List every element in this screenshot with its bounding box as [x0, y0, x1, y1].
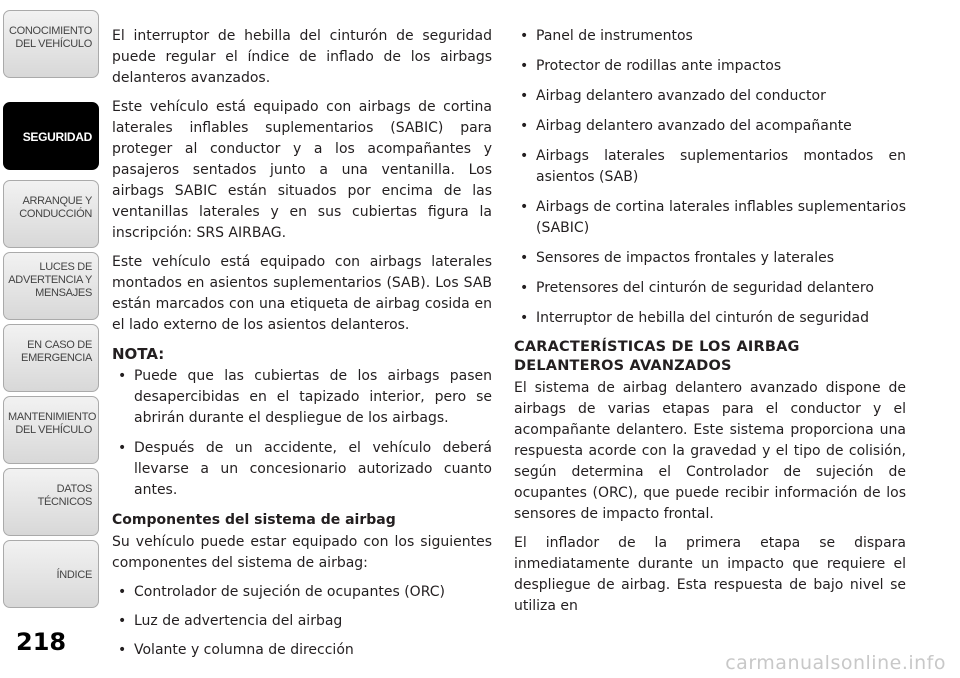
page-number: 218: [16, 628, 67, 656]
tab-label-line: SEGURIDAD: [22, 130, 92, 144]
list-item: • Sensores de impactos frontales y laterales: [514, 248, 906, 269]
list-item: • Airbags de cortina laterales inflables suplementarios (SABIC): [514, 197, 906, 239]
nota-heading: NOTA:: [112, 345, 165, 363]
tab-label-line: DATOS: [56, 483, 92, 495]
list-item: • Después de un accidente, el vehículo deberá llevarse a un concesionario autorizado cuanto antes.: [112, 438, 492, 501]
list-item: • Pretensores del cinturón de seguridad delantero: [514, 278, 906, 299]
list-item: • Controlador de sujeción de ocupantes (ORC): [112, 582, 492, 603]
paragraph: El inflador de la primera etapa se dispara inmediatamente durante un impacto que requiere el despliegue de airbag. Esta respuesta de bajo nivel se utiliza en: [514, 535, 906, 614]
components-list: [112, 582, 492, 661]
list-item: • Panel de instrumentos: [514, 26, 906, 47]
tab-label-line: ÍNDICE: [56, 569, 92, 581]
tab-label-line: EMERGENCIA: [21, 352, 92, 364]
paragraph: Este vehículo está equipado con airbags de cortina laterales inflables suplementarios (SABIC) para proteger al conductor y a los acompañantes y pasajeros sentados junto a una ventanilla. Los airbags SABIC están situados por encima de las ventanillas laterales y en sus cubiertas figura la inscripción: SRS AIRBAG.: [112, 99, 492, 241]
list-item: • Puede que las cubiertas de los airbags pasen desapercibidas en el tapizado interior, pero se abrirán durante el despliegue de los airbags.: [112, 366, 492, 429]
tab-label-line: EN CASO DE: [27, 339, 92, 351]
tab-label-line: ADVERTENCIA Y: [8, 274, 92, 286]
tab-label-line: DEL VEHÍCULO: [15, 38, 92, 50]
left-column: [112, 26, 492, 669]
section-heading: Componentes del sistema de airbag: [112, 512, 396, 528]
tab-label-line: MENSAJES: [35, 287, 92, 299]
list-item: • Interruptor de hebilla del cinturón de seguridad: [514, 308, 906, 329]
list-item: • Airbag delantero avanzado del acompañante: [514, 116, 906, 137]
tab-conocimiento-del-vehiculo[interactable]: [3, 10, 99, 78]
tab-label-line: CONDUCCIÓN: [19, 208, 92, 220]
list-item: • Volante y columna de dirección: [112, 640, 492, 661]
paragraph: El interruptor de hebilla del cinturón de seguridad puede regular el índice de inflado de los airbags delanteros avanzados.: [112, 28, 492, 86]
list-item: • Protector de rodillas ante impactos: [514, 56, 906, 77]
tab-label-line: TÉCNICOS: [37, 496, 92, 508]
list-item: • Airbags laterales suplementarios montados en asientos (SAB): [514, 146, 906, 188]
tab-label-line: CONOCIMIENTO: [9, 25, 92, 37]
list-item: • Airbag delantero avanzado del conductor: [514, 86, 906, 107]
tab-mantenimiento-del-vehiculo[interactable]: [3, 396, 99, 464]
tab-label-line: ARRANQUE Y: [22, 195, 92, 207]
section-heading: CARACTERÍSTICAS DE LOS AIRBAG DELANTEROS AVANZADOS: [514, 339, 800, 374]
watermark: carmanualsonline.info: [725, 652, 946, 674]
paragraph: El sistema de airbag delantero avanzado dispone de airbags de varias etapas para el conductor y el acompañante delantero. Este sistema proporciona una respuesta acorde con la gravedad y el tipo de colisión, según determina el Controlador de sujeción de ocupantes (ORC), que puede recibir información de los sensores de impacto frontal.: [514, 380, 906, 522]
tab-arranque-y-conduccion[interactable]: [3, 180, 99, 248]
tab-indice[interactable]: [3, 540, 99, 608]
paragraph: Su vehículo puede estar equipado con los siguientes componentes del sistema de airbag:: [112, 534, 492, 571]
tab-label-line: LUCES DE: [39, 261, 92, 273]
tab-label-line: MANTENIMIENTO: [8, 411, 97, 423]
list-item: • Luz de advertencia del airbag: [112, 611, 492, 632]
right-column: [514, 26, 906, 625]
nota-list: [112, 366, 492, 501]
tab-en-caso-de-emergencia[interactable]: [3, 324, 99, 392]
tab-luces-de-advertencia[interactable]: [3, 252, 99, 320]
components-list-continued: [514, 26, 906, 329]
tab-label-line: DEL VEHÍCULO: [15, 424, 92, 436]
tab-datos-tecnicos[interactable]: [3, 468, 99, 536]
chapter-tabs: [0, 0, 102, 678]
tab-seguridad[interactable]: [3, 102, 99, 170]
paragraph: Este vehículo está equipado con airbags laterales montados en asientos suplementarios (SAB). Los SAB están marcados con una etiqueta de airbag cosida en el lado externo de los asientos delanteros.: [112, 254, 492, 333]
